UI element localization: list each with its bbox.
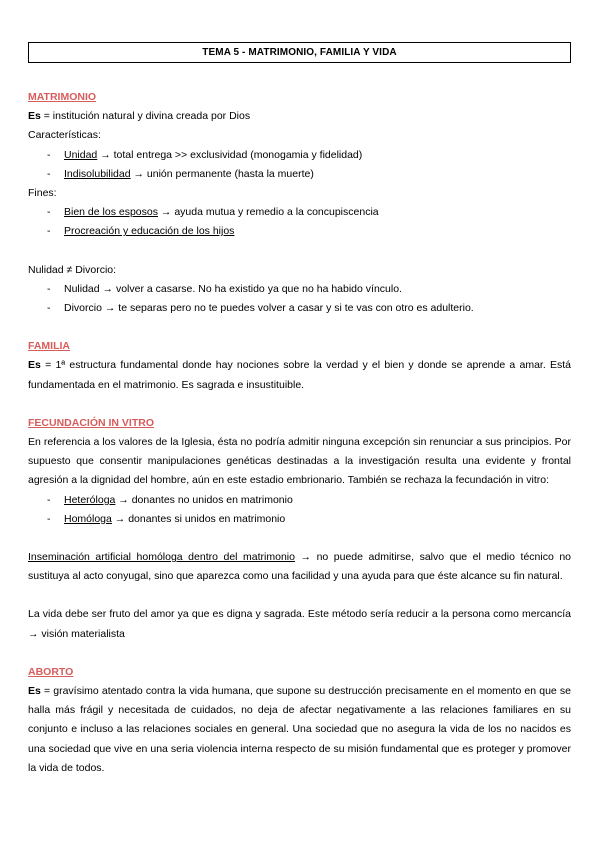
arrow-glyph: →: [28, 627, 39, 640]
arrow-glyph: →: [118, 493, 129, 506]
section-familia: [28, 337, 571, 395]
document-page: [28, 42, 571, 778]
inseminacion-term: Inseminación artificial homóloga dentro del matrimonio: [28, 551, 295, 564]
dash-bullet: -: [47, 282, 51, 295]
list-item: [28, 165, 571, 184]
section-heading: FAMILIA: [28, 340, 70, 353]
es-label: Es: [28, 685, 41, 698]
item-text: te separas pero no te puedes volver a casar y si te vas con otro es adulterio.: [118, 302, 474, 315]
section-heading: FECUNDACIÓN IN VITRO: [28, 416, 154, 429]
item-term: Divorcio: [64, 302, 102, 315]
section-matrimonio: [28, 88, 571, 318]
definition: [28, 356, 571, 394]
list-item: [28, 491, 571, 510]
paragraph: En referencia a los valores de la Iglesia, ésta no podría admitir ninguna excepción sin renunciar a sus principios. Por supuesto que consentir manipulaciones genéticas destinadas a la investigación resulta una evidente y frontal agresión a la dignidad del hombre, aún en este estadio embrionario. También se rechaza la fecundación in vitro:: [28, 436, 571, 487]
section-fecundacion: [28, 414, 571, 644]
list-item: [28, 203, 571, 222]
dash-bullet: -: [47, 225, 51, 238]
arrow-glyph: →: [102, 282, 114, 295]
definition-text: = 1ª estructura fundamental donde hay nociones sobre la verdad y el bien y donde se aprende a amar. Está fundamentada en el matrimonio. Es sagrada e insustituible.: [28, 359, 571, 391]
section-aborto: [28, 663, 571, 778]
item-term: Indisolubilidad: [64, 167, 131, 180]
item-text: donantes si unidos en matrimonio: [128, 512, 286, 525]
item-term: Unidad: [64, 148, 98, 161]
es-label: Es: [28, 359, 41, 372]
item-term: Procreación y educación de los hijos: [64, 225, 235, 238]
arrow-glyph: →: [104, 302, 116, 315]
definition-text: = institución natural y divina creada por Dios: [40, 110, 251, 123]
item-term: Nulidad: [64, 282, 100, 295]
dash-bullet: -: [47, 148, 51, 161]
item-term: Heteróloga: [64, 493, 116, 506]
vida-text: La vida debe ser fruto del amor ya que es digna y sagrada. Este método sería reducir a la persona como mercancía: [28, 608, 571, 621]
paragraph: [28, 548, 571, 586]
dash-bullet: -: [47, 493, 51, 506]
page-title: TEMA 5 - MATRIMONIO, FAMILIA Y VIDA: [28, 42, 571, 63]
item-text: unión permanente (hasta la muerte): [146, 167, 314, 180]
dash-bullet: -: [47, 512, 51, 525]
paragraph: [28, 605, 571, 643]
definition-text: = gravísimo atentado contra la vida humana, que supone su destrucción precisamente en el momento en que se halla más frágil y necesitada de cuidados, no deja de afectar negativamente a las relaciones familiares en su conjunto e incluso a las relaciones sociales en general. Una sociedad que no asegura la vida de los no nacidos es una sociedad que vive en una seria violencia interna respecto de su misión fundamental que es proteger y promover la vida de todos.: [28, 685, 571, 774]
arrow-glyph: →: [300, 551, 312, 564]
arrow-glyph: →: [100, 148, 111, 161]
item-text: donantes no unidos en matrimonio: [131, 493, 293, 506]
list-item: [28, 146, 571, 165]
subheading: Características:: [28, 129, 101, 142]
inseminacion-text: no puede admitirse, salvo que el medio técnico no sustituya al acto conyugal, sino que aparezca como una facilidad y una ayuda para que éste alcance su fin natural.: [28, 551, 572, 583]
item-text: volver a casarse. No ha existido ya que no ha habido vínculo.: [115, 282, 402, 295]
item-term: Homóloga: [64, 512, 112, 525]
arrow-glyph: →: [160, 206, 172, 219]
list-item: [28, 280, 571, 299]
dash-bullet: -: [47, 302, 51, 315]
item-text: ayuda mutua y remedio a la concupiscencia: [174, 206, 379, 219]
section-heading: ABORTO: [28, 665, 74, 678]
arrow-glyph: →: [133, 167, 144, 180]
tipos-list: [28, 491, 571, 529]
dash-bullet: -: [47, 167, 51, 180]
fines-list: [28, 203, 571, 241]
arrow-glyph: →: [114, 512, 126, 525]
section-heading: MATRIMONIO: [28, 91, 97, 103]
list-item: [28, 510, 571, 529]
dash-bullet: -: [47, 206, 51, 219]
vida-end: visión materialista: [41, 627, 125, 640]
es-label: Es: [28, 110, 41, 123]
item-term: Bien de los esposos: [64, 206, 158, 219]
list-item: [28, 299, 571, 318]
subheading: Nulidad ≠ Divorcio:: [28, 263, 117, 276]
nulidad-list: [28, 280, 571, 318]
caracteristicas-list: [28, 146, 571, 184]
item-text: total entrega >> exclusividad (monogamia y fidelidad): [113, 148, 363, 161]
list-item: [28, 222, 571, 241]
definition: [28, 107, 571, 126]
definition: [28, 682, 571, 778]
subheading: Fines:: [28, 187, 57, 200]
